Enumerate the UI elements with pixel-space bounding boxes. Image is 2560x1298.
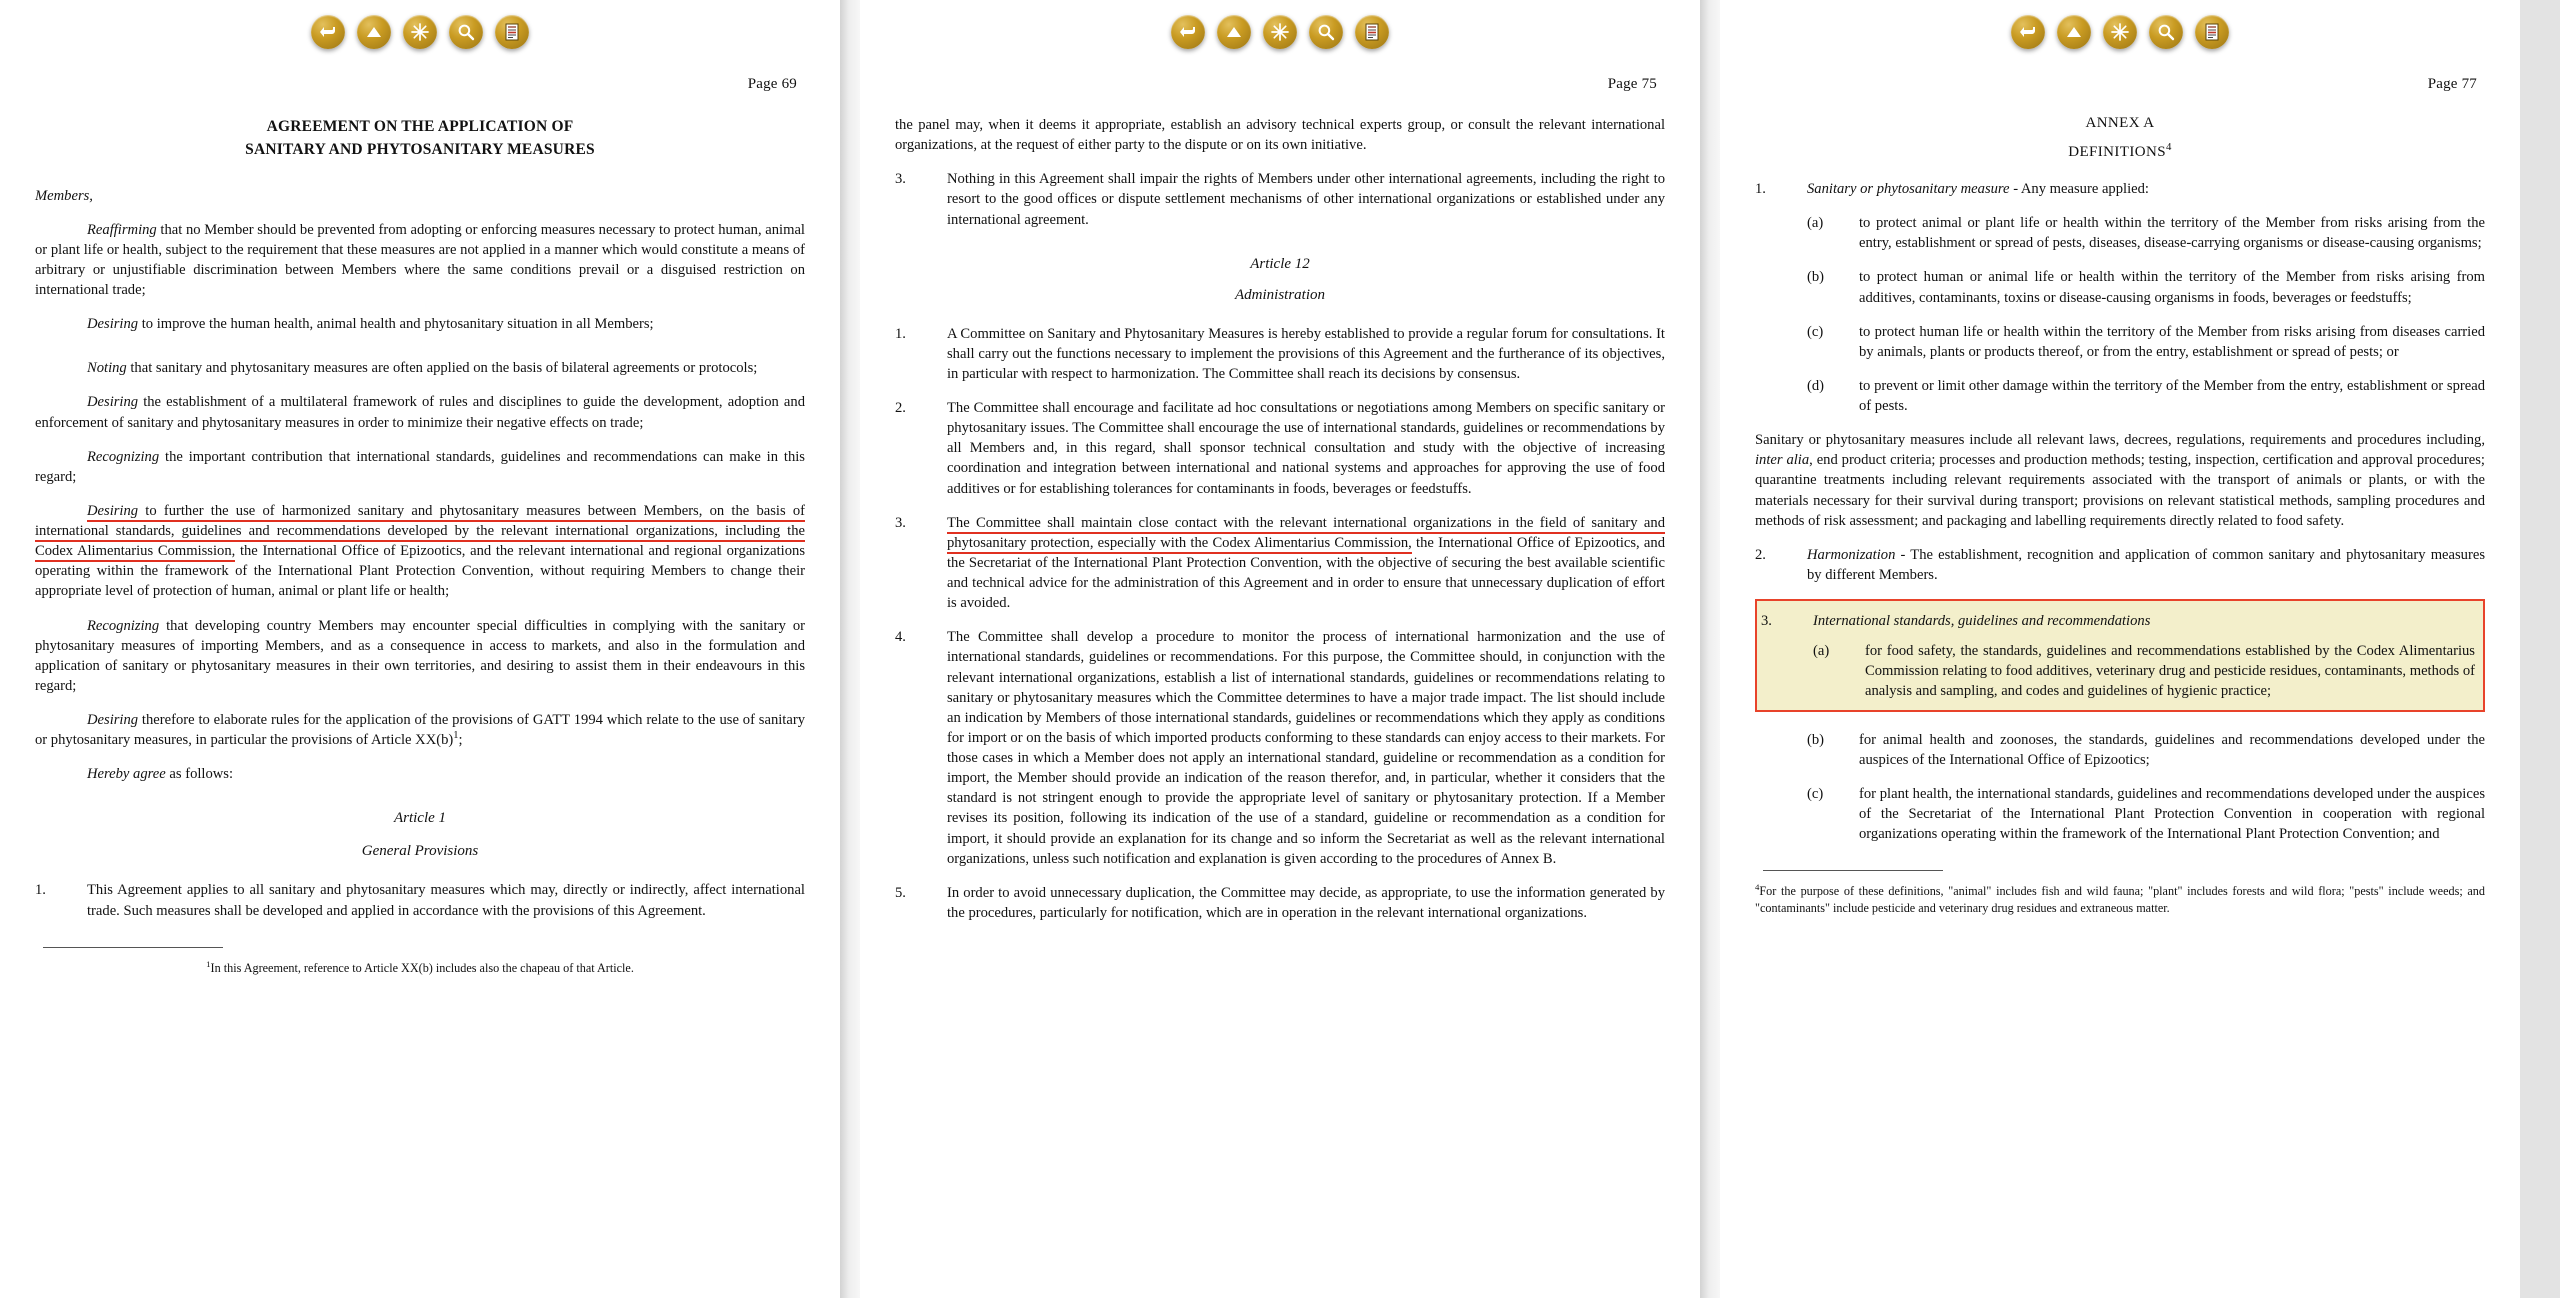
starburst-icon[interactable] <box>1263 15 1297 49</box>
paragraph-reaffirming-rest: that no Member should be prevented from adopting or enforcing measures necessary to protect human, animal or plant life or health, subject to the requirement that these measures are not applied in a manner which would constitute a means of arbitrary or unjustifiable discrimination between Members where the same conditions prevail or a disguised restriction on international trade; <box>35 221 805 298</box>
paragraph-desiring-2 <box>35 392 805 432</box>
measures-paragraph-pre: Sanitary or phytosanitary measures include all relevant laws, decrees, regulations, requirements and procedures including, <box>1755 432 2485 449</box>
up-triangle-icon[interactable] <box>1217 15 1251 49</box>
clause-text: This Agreement applies to all sanitary and phytosanitary measures which may, directly or indirectly, affect international trade. Such measures shall be developed and applied in accordance with the provisions of this Agreement. <box>87 882 805 919</box>
clause-number: 1. <box>895 325 906 342</box>
paragraph-noting-rest: that sanitary and phytosanitary measures are often applied on the basis of bilateral agreements or protocols; <box>126 360 758 377</box>
paragraph-recognizing-1 <box>35 447 805 487</box>
footnote-text: For the purpose of these definitions, "animal" includes fish and wild fauna; "plant" includes forests and wild flora; "pests" include weeds; and "contaminants" include pesticide and veterinary drug residues and extraneous matter. <box>1755 884 2485 916</box>
toolbar-panel-2 <box>895 0 1665 60</box>
clause-number: 2. <box>895 400 906 416</box>
definitions-heading <box>1755 141 2485 161</box>
footnote-1 <box>35 960 805 977</box>
definition-subitem-highlighted <box>1761 641 2475 701</box>
definition-term: Sanitary or phytosanitary measure <box>1807 181 2010 197</box>
paragraph-recognizing-1-lead: Recognizing <box>87 448 160 465</box>
clause-row-3b-underlined <box>895 513 1665 614</box>
footnote-ref-4: 4 <box>2165 141 2172 153</box>
paragraph-desiring-1-lead: Desiring <box>87 316 139 333</box>
clause-row-item <box>895 398 1665 499</box>
document-title-line-2: SANITARY AND PHYTOSANITARY MEASURES <box>245 141 595 159</box>
clause-text: The Committee shall develop a procedure to monitor the process of international harmonization and the use of international standards, guidelines or recommendations. For this purpose, the Committee should, in conjunction with the relevant international organizations, establish a list of international standards, guidelines or recommendations relating to sanitary or phytosanitary measures which the Committee determines to have a major trade impact. The list should include an indication by Members of those international standards, guidelines or recommendations which they apply as conditions for import or on the basis of which imported products conforming to these standards can enjoy access to their markets. For those cases in which a Member does not apply an international standard, guideline or recommendation as a condition for import, the Member should provide an indication of the reason therefor, and, in particular, whether it considers that the standard is not stringent enough to provide the appropriate level of sanitary or phytosanitary protection. If a Member revises its position, following its indication of the use of a standard, guideline or recommendation as a condition for import, it should provide an explanation for its change and so inform the Secretariat as well as the relevant international organizations, unless such notification and explanation is given according to the procedures of Annex B. <box>947 629 1665 867</box>
toolbar-panel-1 <box>35 0 805 60</box>
page-number-1: Page 69 <box>747 76 797 92</box>
paragraph-desiring-3-underlined <box>35 501 805 602</box>
definition-subitem <box>1755 322 2485 362</box>
subitem-letter: (b) <box>1807 731 1825 748</box>
footnote-rule <box>1763 870 1943 871</box>
subitem-letter: (a) <box>1813 643 1830 660</box>
footnote-4 <box>1755 883 2485 917</box>
definition-subitem <box>1755 784 2485 844</box>
article-subheading-1: General Provisions <box>361 843 479 860</box>
definition-row-3 <box>1761 611 2475 631</box>
definition-row-2 <box>1755 545 2485 585</box>
paragraph-reaffirming-lead: Reaffirming <box>87 221 157 238</box>
paragraph-desiring-3-rest: the International Office of Epizootics, and the relevant international and regional organizations operating within the framework of the International Plant Protection Convention, without requiring Members to change their appropriate level of protection of human, animal or plant life or health; <box>35 543 805 600</box>
page-number-3: Page 77 <box>2427 76 2477 92</box>
article-heading-1: Article 1 <box>393 810 447 827</box>
definition-term: International standards, guidelines and recommendations <box>1813 613 2151 629</box>
continued-paragraph: the panel may, when it deems it appropriate, establish an advisory technical experts group, or consult the relevant international organizations, at the request of either party to the dispute or on its own initiative. <box>895 117 1665 154</box>
paragraph-desiring-1 <box>35 314 805 334</box>
page-panel-3 <box>1720 0 2520 1298</box>
starburst-icon[interactable] <box>2103 15 2137 49</box>
measures-paragraph <box>1755 430 2485 531</box>
paragraph-desiring-4-tail: ; <box>458 732 463 749</box>
definition-number: 3. <box>1761 613 1772 629</box>
definitions-heading-text: DEFINITIONS <box>2068 144 2166 160</box>
subitem-text: to protect human life or health within the territory of the Member from risks arising from diseases carried by animals, plants or products thereof, or from the entry, establishment or spread of pests; or <box>1859 323 2485 360</box>
clause-underlined-text: The Committee shall maintain close contact with the relevant international organizations in the field of sanitary and phytosanitary protection, especially with the Codex Alimentarius Commission, <box>947 515 1665 554</box>
paragraph-recognizing-2-rest: that developing country Members may encounter special difficulties in complying with the sanitary or phytosanitary measures of importing Members, and as a consequence in access to markets, and also in the formulation and application of sanitary or phytosanitary measures in their own territories, and desiring to assist them in their endeavours in this regard; <box>35 617 805 694</box>
clause-row-3 <box>895 169 1665 229</box>
paragraph-noting-lead: Noting <box>87 360 127 377</box>
clause-row-5 <box>895 883 1665 923</box>
subitem-letter: (c) <box>1807 785 1824 802</box>
document-title <box>35 115 805 162</box>
clause-text <box>947 513 1665 614</box>
footnote-text: In this Agreement, reference to Article XX(b) includes also the chapeau of that Article. <box>210 960 634 975</box>
paragraph-recognizing-2-lead: Recognizing <box>87 617 160 634</box>
paragraph-desiring-2-lead: Desiring <box>87 394 139 411</box>
article-heading-12: Article 12 <box>1250 255 1310 272</box>
paragraph-noting <box>35 358 805 378</box>
paragraph-recognizing-1-rest: the important contribution that international standards, guidelines and recommendations can make in this regard; <box>35 448 805 485</box>
footnote-marker: 1 <box>206 958 211 969</box>
magnifier-icon[interactable] <box>2149 15 2183 49</box>
panel-divider-2 <box>1700 0 1720 1298</box>
page-view-icon[interactable] <box>2195 15 2229 49</box>
back-arrow-icon[interactable] <box>1171 15 1205 49</box>
definition-subitem <box>1755 376 2485 416</box>
subitem-text: to protect human or animal life or health within the territory of the Member from risks arising from additives, contaminants, toxins or disease-causing organisms in foods, beverages or feedstuffs; <box>1859 269 2485 306</box>
definition-number: 2. <box>1755 546 1766 563</box>
clause-number: 3. <box>895 514 906 531</box>
up-triangle-icon[interactable] <box>357 15 391 49</box>
clause-text: In order to avoid unnecessary duplication, the Committee may decide, as appropriate, to use the information generated by the procedures, particularly for notification, which are in operation in the relevant international organizations. <box>947 884 1665 921</box>
footnote-marker: 4 <box>1755 882 1760 893</box>
page-panel-2 <box>860 0 1700 1298</box>
definition-body: - The establishment, recognition and application of common sanitary and phytosanitary measures by different Members. <box>1807 546 2485 583</box>
up-triangle-icon[interactable] <box>2057 15 2091 49</box>
paragraph-hereby-agree <box>35 764 805 784</box>
page-view-icon[interactable] <box>1355 15 1389 49</box>
annex-heading: ANNEX A <box>2085 115 2155 131</box>
definition-subitem <box>1755 730 2485 770</box>
clause-text: The Committee shall encourage and facilitate ad hoc consultations or negotiations among Members on specific sanitary or phytosanitary issues. The Committee shall encourage the use of international standards, guidelines or recommendations by all Members and, in this regard, shall sponsor technical consultation and study with the objective of increasing coordination and integration between international and national systems and approaches for approving the use of food additives or for establishing tolerances for contaminants in foods, beverages or feedstuffs. <box>947 400 1665 497</box>
definition-subitem <box>1755 213 2485 253</box>
subitem-letter: (b) <box>1807 269 1825 286</box>
paragraph-desiring-4-lead: Desiring <box>87 712 139 728</box>
definition-text <box>1807 545 2485 585</box>
definition-term: Harmonization <box>1807 546 1896 563</box>
highlighted-definition-box <box>1755 599 2485 712</box>
page-view-icon[interactable] <box>495 15 529 49</box>
subitem-letter: (c) <box>1807 323 1824 340</box>
footnote-ref-1: 1 <box>453 730 459 742</box>
paragraph-reaffirming <box>35 220 805 301</box>
paragraph-hereby-rest: as follows: <box>165 766 234 783</box>
definition-lead: - Any measure applied: <box>2009 181 2149 197</box>
clause-row-1 <box>35 880 805 920</box>
definition-row-1 <box>1755 179 2485 199</box>
subitem-text: for food safety, the standards, guidelines and recommendations established by the Codex Alimentarius Commission relating to food additives, veterinary drug and pesticide residues, contaminants, methods of analysis and sampling, and codes and guidelines of hygienic practice; <box>1865 643 2475 700</box>
clause-number: 3. <box>895 171 906 188</box>
subitem-text: to prevent or limit other damage within the territory of the Member from the entry, establishment or spread of pests. <box>1859 377 2485 414</box>
clause-text: A Committee on Sanitary and Phytosanitary Measures is hereby established to provide a regular forum for consultations. It shall carry out the functions necessary to implement the provisions of this Agreement and the furtherance of its objectives, in particular with respect to harmonization. The Committee shall reach its decisions by consensus. <box>947 325 1665 382</box>
magnifier-icon[interactable] <box>1309 15 1343 49</box>
page-number-2: Page 75 <box>1607 76 1657 92</box>
measures-paragraph-italic: inter alia <box>1755 452 1810 469</box>
clause-row-4 <box>895 627 1665 869</box>
paragraph-desiring-4-rest: therefore to elaborate rules for the application of the provisions of GATT 1994 which relate to the use of sanitary or phytosanitary measures, in particular the provisions of Article XX(b) <box>35 712 805 749</box>
paragraph-desiring-1-rest: to improve the human health, animal health and phytosanitary situation in all Members; <box>138 316 654 333</box>
article-subheading-12: Administration <box>1234 286 1325 303</box>
paragraph-desiring-4 <box>35 710 805 750</box>
magnifier-icon[interactable] <box>449 15 483 49</box>
clause-text: Nothing in this Agreement shall impair the rights of Members under other international agreements, including the right to resort to the good offices or dispute settlement mechanisms of other international organizations or established under any international agreement. <box>947 171 1665 228</box>
definition-text <box>1807 179 2485 199</box>
subitem-text: for animal health and zoonoses, the standards, guidelines and recommendations developed under the auspices of the International Office of Epizootics; <box>1859 731 2485 768</box>
paragraph-desiring-3-underlined-text: to further the use of harmonized sanitary and phytosanitary measures between Members, on the basis of international standards, guidelines and recommendations developed by the relevant international organizations, including the Codex Alimentarius Commission, <box>35 503 805 562</box>
measures-paragraph-post: , end product criteria; processes and production methods; testing, inspection, certification and approval procedures; quarantine treatments including relevant requirements associated with the transport of animals or plants, or with the materials necessary for their survival during transport; provisions on relevant statistical methods, sampling procedures and methods of risk assessment; and packaging and labelling requirements directly related to food safety. <box>1755 452 2485 529</box>
back-arrow-icon[interactable] <box>311 15 345 49</box>
clause-number: 5. <box>895 884 906 901</box>
toolbar-panel-3 <box>1755 0 2485 60</box>
paragraph-desiring-3-lead: Desiring <box>87 503 138 522</box>
footnote-rule <box>43 947 223 948</box>
subitem-letter: (d) <box>1807 377 1825 394</box>
paragraph-desiring-2-rest: the establishment of a multilateral framework of rules and disciplines to guide the development, adoption and enforcement of sanitary and phytosanitary measures in order to minimize their negative effects on trade; <box>35 394 805 431</box>
clause-number: 1. <box>35 882 46 899</box>
subitem-letter: (a) <box>1807 215 1824 232</box>
paragraph-recognizing-2 <box>35 616 805 697</box>
subitem-text: to protect animal or plant life or health within the territory of the Member from risks arising from the entry, establishment or spread of pests, diseases, disease-carrying organisms or disease-causing organisms; <box>1859 215 2485 252</box>
clause-row-item <box>895 324 1665 384</box>
page-panel-1 <box>0 0 840 1298</box>
paragraph-hereby-lead: Hereby agree <box>87 766 166 783</box>
definition-number: 1. <box>1755 181 1766 197</box>
back-arrow-icon[interactable] <box>2011 15 2045 49</box>
subitem-text: for plant health, the international standards, guidelines and recommendations developed under the auspices of the Secretariat of the International Plant Protection Convention in cooperation with regional organizations operating within the framework of the International Plant Protection Convention; and <box>1859 785 2485 842</box>
clause-rest-text: the International Office of Epizootics, and the Secretariat of the International Plant Protection Convention, with the objective of securing the best available scientific and technical advice for the administration of this Agreement and in order to ensure that unnecessary duplication of effort is avoided. <box>947 534 1665 612</box>
document-title-line-1: AGREEMENT ON THE APPLICATION OF <box>266 118 574 135</box>
starburst-icon[interactable] <box>403 15 437 49</box>
panel-divider-1 <box>840 0 860 1298</box>
spacer <box>35 348 805 358</box>
definition-subitem <box>1755 267 2485 307</box>
clause-number: 4. <box>895 629 906 646</box>
members-label: Members, <box>35 187 93 204</box>
